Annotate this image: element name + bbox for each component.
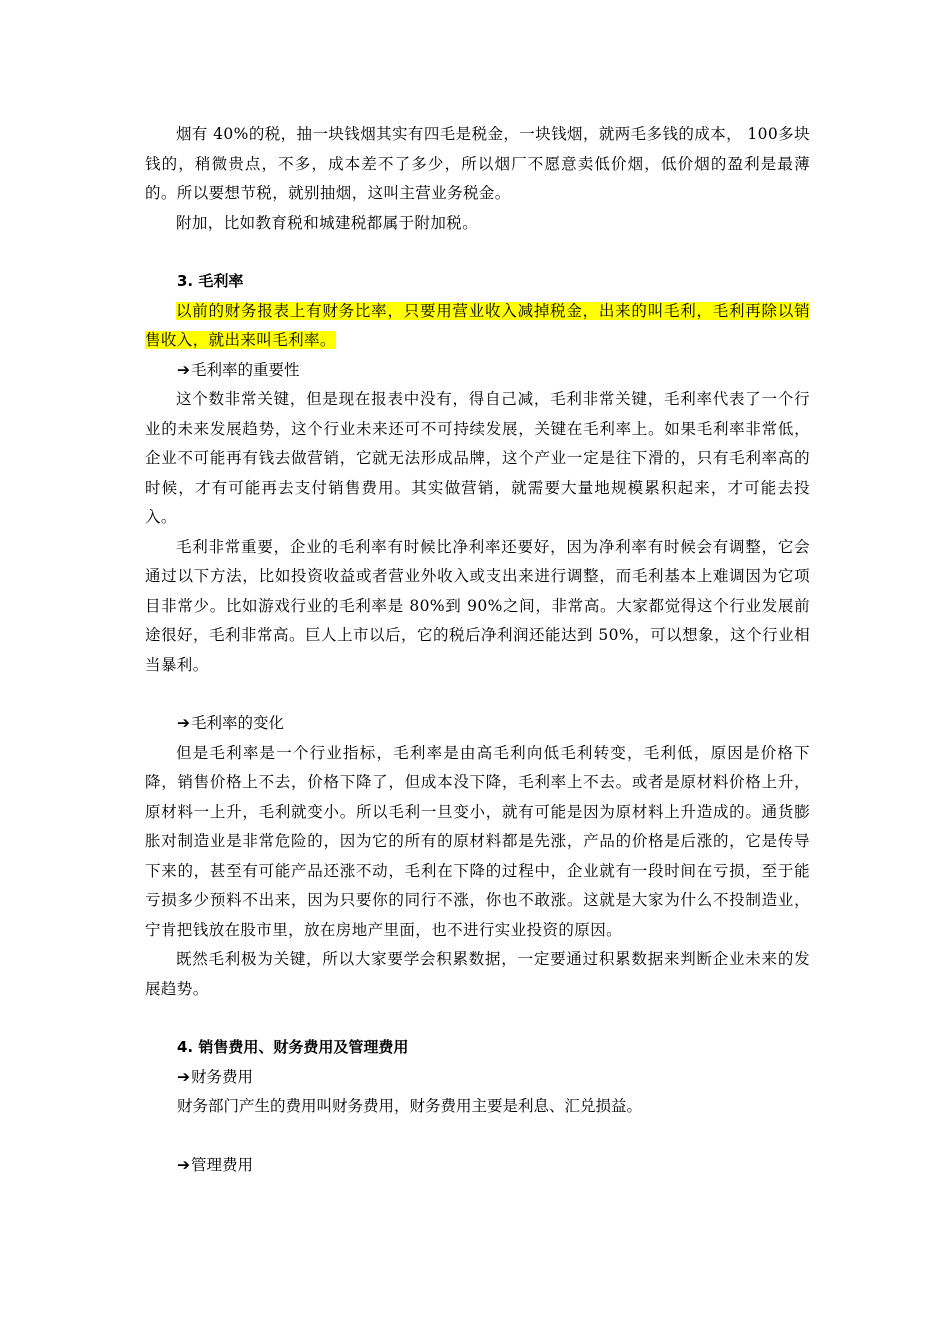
subheading-label: 毛利率的重要性 bbox=[191, 360, 300, 379]
subheading-label: 管理费用 bbox=[191, 1155, 254, 1174]
paragraph-change-1: 但是毛利率是一个行业指标，毛利率是由高毛利向低毛利转变，毛利低，原因是价格下降，销售价格上不去，价格下降了，但成本没下降，毛利率上不去。或者是原材料价格上升，原材料一上升，毛利就变小。所以毛利一旦变小，就有可能是因为原材料上升造成的。通货膨胀对制造业是非常危险的，因为它的所有的原材料都是先涨，产品的价格是后涨的，它是传导下来的，甚至有可能产品还涨不动，毛利在下降的过程中，企业就有一段时间在亏损，至于能亏损多少预料不出来，因为只要你的同行不涨，你也不敢涨。这就是大家为什么不投制造业，宁肯把钱放在股市里，放在房地产里面，也不进行实业投资的原因。 bbox=[145, 743, 810, 939]
arrow-right-icon: ➔ bbox=[177, 1067, 190, 1086]
paragraph-financial-expenses: 财务部门产生的费用叫财务费用，财务费用主要是利息、汇兑损益。 bbox=[177, 1097, 643, 1115]
spacer bbox=[145, 1122, 810, 1151]
subheading-label: 毛利率的变化 bbox=[191, 714, 285, 732]
arrow-right-icon: ➔ bbox=[177, 1155, 190, 1174]
subheading-admin-expenses bbox=[145, 1151, 810, 1181]
arrow-right-icon: ➔ bbox=[177, 360, 190, 379]
subheading-importance bbox=[145, 356, 810, 386]
arrow-right-icon: ➔ bbox=[177, 714, 190, 732]
document-page bbox=[145, 120, 810, 1180]
spacer bbox=[145, 680, 810, 709]
paragraph-importance-1: 这个数非常关键，但是现在报表中没有，得自己减，毛利非常关键，毛利率代表了一个行业的未来发展趋势，这个行业未来还可不可持续发展，关键在毛利率上。如果毛利率非常低，企业不可能再有钱去做营销，它就无法形成品牌，这个产业一定是往下滑的，只有毛利率高的时候，才有可能再去支付销售费用。其实做营销，就需要大量地规模累积起来，才可能去投入。 bbox=[145, 390, 810, 526]
subheading-change bbox=[145, 709, 810, 739]
section-heading-expenses: 4. 销售费用、财务费用及管理费用 bbox=[177, 1038, 409, 1056]
spacer bbox=[145, 238, 810, 267]
paragraph-importance-2: 毛利非常重要，企业的毛利率有时候比净利率还要好，因为净利率有时候会有调整，它会通过以下方法，比如投资收益或者营业外收入或支出来进行调整，而毛利基本上难调因为它项目非常少。比如游戏行业的毛利率是 80%到 90%之间，非常高。大家都觉得这个行业发展前途很好，毛利非常高。巨人上市以后，它的税后净利润还能达到 50%，可以想象，这个行业相当暴利。 bbox=[145, 537, 810, 674]
section-heading-gross-margin: 3. 毛利率 bbox=[177, 272, 244, 290]
spacer bbox=[145, 1004, 810, 1033]
highlighted-definition bbox=[145, 297, 810, 356]
paragraph-surcharge-tax: 附加，比如教育税和城建税都属于附加税。 bbox=[176, 213, 479, 232]
subheading-label: 财务费用 bbox=[191, 1067, 254, 1086]
highlight-text: 以前的财务报表上有财务比率，只要用营业收入减掉税金，出来的叫毛利，毛利再除以销售收入，就出来叫毛利率。 bbox=[145, 301, 810, 349]
paragraph-tobacco-tax: 烟有 40%的税，抽一块钱烟其实有四毛是税金，一块钱烟，就两毛多钱的成本， 100多块钱的，稍微贵点，不多，成本差不了多少，所以烟厂不愿意卖低价烟，低价烟的盈利是最薄的。所以要想节税，就别抽烟，这叫主营业务税金。 bbox=[145, 125, 810, 202]
paragraph-change-2: 既然毛利极为关键，所以大家要学会积累数据，一定要通过积累数据来判断企业未来的发展趋势。 bbox=[145, 950, 810, 998]
subheading-financial-expenses bbox=[145, 1063, 810, 1093]
